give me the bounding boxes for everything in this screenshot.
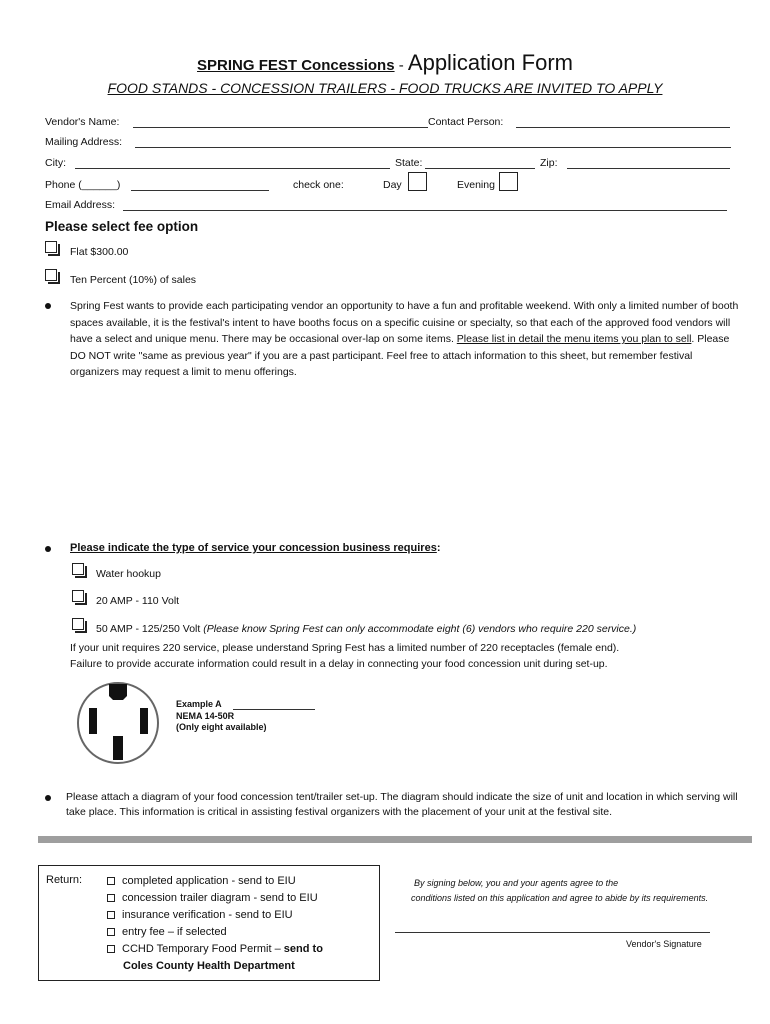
bullet-icon — [45, 795, 51, 801]
signature-label: Vendor's Signature — [626, 939, 702, 949]
return-item-bold: send to — [283, 943, 323, 955]
mailing-address-field[interactable] — [135, 147, 731, 148]
page-title — [0, 50, 770, 76]
evening-label: Evening — [457, 179, 495, 191]
amp50-label: 50 AMP - 125/250 Volt — [96, 623, 201, 635]
email-field[interactable] — [123, 210, 727, 211]
outlet-diagram-icon — [75, 680, 161, 766]
return-item-label: insurance verification - send to EIU — [122, 909, 293, 921]
page-subtitle: FOOD STANDS - CONCESSION TRAILERS - FOOD TRUCKS ARE INVITED TO APPLY — [107, 80, 663, 96]
contact-person-label: Contact Person: — [428, 116, 504, 128]
example-label: Example A — [176, 699, 222, 709]
checkbox-icon[interactable] — [107, 928, 115, 936]
amp20-label: 20 AMP - 110 Volt — [96, 595, 180, 607]
vendor-name-field[interactable] — [133, 127, 428, 128]
return-label: Return: — [46, 874, 83, 886]
percent-fee-label: Ten Percent (10%) of sales — [70, 274, 197, 286]
percent-fee-checkbox-icon[interactable] — [45, 269, 57, 281]
zip-field[interactable] — [567, 168, 730, 169]
checkbox-icon[interactable] — [107, 894, 115, 902]
phone-field[interactable] — [131, 190, 269, 191]
service-heading — [70, 542, 441, 554]
city-label: City: — [45, 157, 66, 169]
return-item-label: completed application - send to EIU — [122, 875, 296, 887]
signature-agreement-1: By signing below, you and your agents agree to the — [414, 878, 619, 888]
check-one-label: check one: — [293, 179, 344, 191]
service-heading-colon: : — [436, 542, 441, 554]
city-field[interactable] — [75, 168, 390, 169]
return-item — [107, 890, 318, 907]
day-label: Day — [383, 179, 402, 191]
title-form: Application Form — [407, 50, 573, 75]
amp50-option — [96, 623, 636, 635]
section-divider — [38, 836, 752, 843]
signature-field[interactable] — [395, 932, 710, 933]
amp20-checkbox-icon[interactable] — [72, 590, 84, 602]
availability-label: (Only eight available) — [176, 722, 267, 732]
service-note-2: Failure to provide accurate information could result in a delay in connecting your food concession unit during set-up. — [70, 658, 608, 670]
bullet-icon — [45, 546, 51, 552]
return-item-label: concession trailer diagram - send to EIU — [122, 892, 318, 904]
return-item-label: CCHD Temporary Food Permit – — [122, 943, 284, 955]
state-label: State: — [395, 157, 423, 169]
example-blank-line — [233, 709, 315, 710]
outlet-example-label — [176, 699, 267, 734]
water-hookup-label: Water hookup — [96, 568, 161, 580]
amp50-note: (Please know Spring Fest can only accommodate eight (6) vendors who require 220 service.) — [200, 623, 637, 635]
mailing-address-label: Mailing Address: — [45, 136, 123, 148]
phone-label: Phone (______) — [45, 179, 121, 191]
flat-fee-checkbox-icon[interactable] — [45, 241, 57, 253]
flat-fee-label: Flat $300.00 — [70, 246, 129, 258]
return-item — [107, 924, 227, 941]
signature-agreement-2: conditions listed on this application and agree to abide by its requirements. — [411, 893, 709, 903]
checkbox-icon[interactable] — [107, 945, 115, 953]
amp50-checkbox-icon[interactable] — [72, 618, 84, 630]
zip-label: Zip: — [540, 157, 558, 169]
menu-text-underlined: Please list in detail the menu items you plan to sell — [456, 333, 692, 345]
fee-heading: Please select fee option — [45, 219, 199, 234]
bullet-icon — [45, 303, 51, 309]
water-hookup-checkbox-icon[interactable] — [72, 563, 84, 575]
return-item — [107, 907, 293, 924]
title-event: SPRING FEST Concessions — [197, 57, 395, 74]
service-note-1: If your unit requires 220 service, please understand Spring Fest has a limited number of 220 receptacles (female end). — [70, 642, 620, 654]
contact-person-field[interactable] — [516, 127, 730, 128]
email-label: Email Address: — [45, 199, 116, 211]
return-item-health-dept: Coles County Health Department — [123, 960, 295, 972]
title-dash: - — [394, 57, 408, 74]
diagram-instructions: Please attach a diagram of your food concession tent/trailer set-up. The diagram should indicate the size of unit and location in which serving will take place. This information is critical in assisting festival organizers with the placement of your unit at the festival site. — [66, 791, 738, 818]
menu-instructions — [70, 298, 742, 381]
evening-checkbox[interactable] — [499, 172, 518, 191]
service-heading-text: Please indicate the type of service your concession business requires — [70, 542, 437, 554]
checkbox-icon[interactable] — [107, 911, 115, 919]
vendor-name-label: Vendor's Name: — [45, 116, 120, 128]
return-item — [107, 873, 296, 890]
state-field[interactable] — [425, 168, 535, 169]
return-item-label: entry fee – if selected — [122, 926, 227, 938]
checkbox-icon[interactable] — [107, 877, 115, 885]
day-checkbox[interactable] — [408, 172, 427, 191]
return-item — [107, 941, 323, 958]
menu-text-2: . Please DO NOT write "same as previous year" if you are a past participant. Feel free to attach information to this sheet, but remember festival organizers may request a limit to menu offerings. — [70, 333, 730, 378]
menu-text-1: Spring Fest wants to provide each participating vendor an opportunity to have a fun and profitable weekend. With only a limited number of booth spaces available, it is the festival's intent to have booths focus on a specific cuisine or specialty, so that each of the approved food vendors will have a select and unique menu. There may be occasional over-lap on some items. — [70, 300, 739, 345]
nema-label: NEMA 14-50R — [176, 710, 235, 721]
